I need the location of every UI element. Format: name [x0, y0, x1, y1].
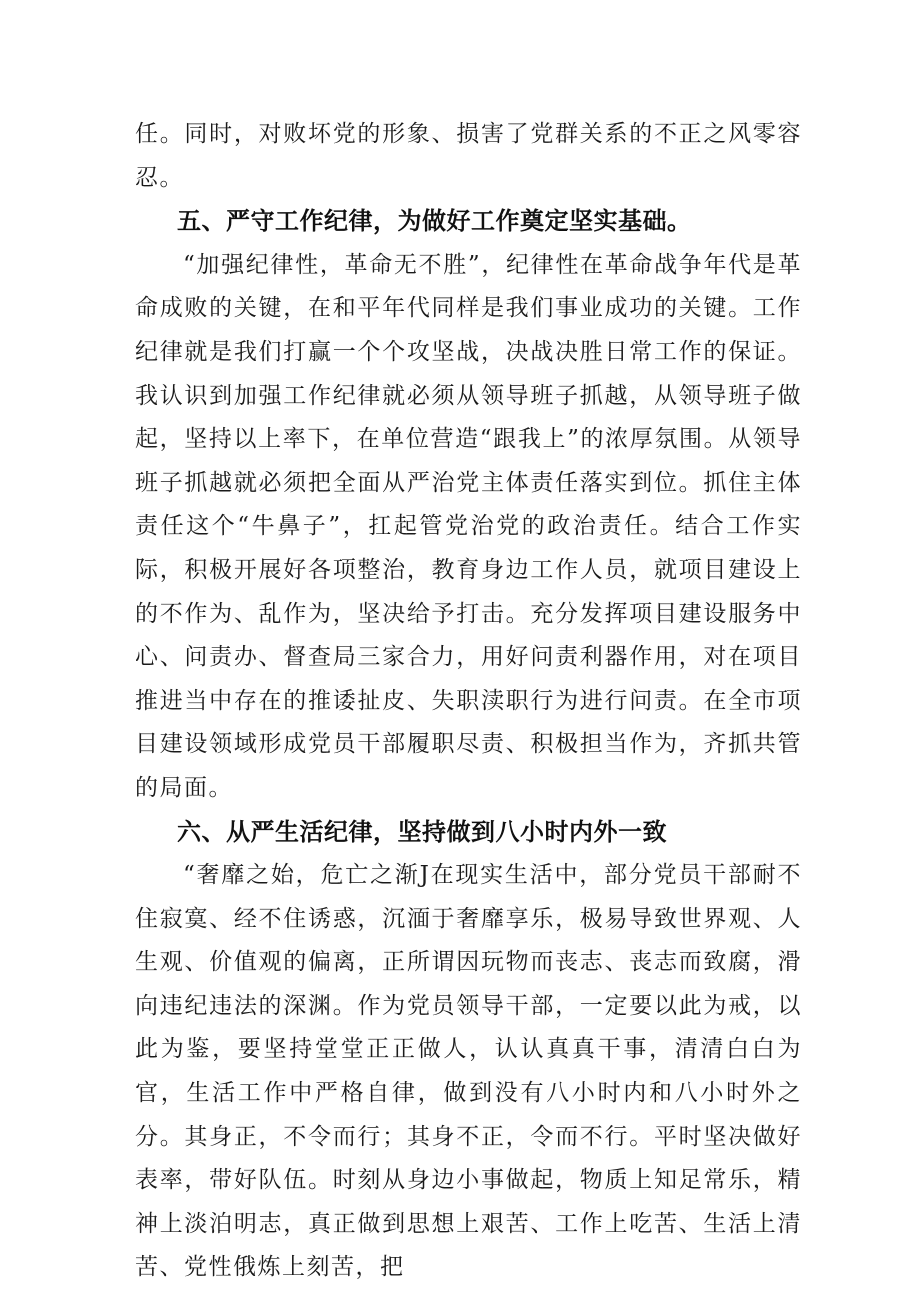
section-six-body: “奢靡之始，危亡之渐J在现实生活中，部分党员干部耐不住寂寞、经不住诱惑，沉湎于奢靡享乐，极易导致世界观、人生观、价值观的偏离，正所谓因玩物而丧志、丧志而致腐，滑向违纪违法的深渊。作为党员领导干部，一定要以此为戒，以此为鉴，要坚持堂堂正正做人，认认真真干事，清清白白为官，生活工作中严格自律，做到没有八小时内和八小时外之分。其身正，不令而行；其身不正，令而不行。平时坚决做好表率，带好队伍。时刻从身边小事做起，物质上知足常乐，精神上淡泊明志，真正做到思想上艰苦、工作上吃苦、生活上清苦、党性俄炼上刻苦，把: [135, 862, 802, 1281]
section-five-body: “加强纪律性，革命无不胜”，纪律性在革命战争年代是革命成败的关键，在和平年代同样是我们事业成功的关键。工作纪律就是我们打赢一个个攻坚战，决战决胜日常工作的保证。我认识到加强工作纪律就必须从领导班子抓越，从领导班子做起，坚持以上率下，在单位营造“跟我上”的浓厚氛围。从领导班子抓越就必须把全面从严治党主体责任落实到位。抓住主体责任这个“牛鼻子”，扛起管党治党的政治责任。结合工作实际，积极开展好各项整治，教育身边工作人员，就项目建设上的不作为、乱作为，坚决给予打击。充分发挥项目建设服务中心、问责办、督查局三家合力，用好问责利器作用，对在项目推进当中存在的推诿扯皮、失职渎职行为进行问责。在全市项目建设领域形成党员干部履职尽责、积极担当作为，齐抓共管的局面。: [135, 251, 802, 801]
continuation-paragraph: 任。同时，对败坏党的形象、损害了党群关系的不正之风零容忍。: [135, 121, 802, 191]
section-six-heading: 六、从严生活纪律，坚持做到八小时内外一致: [177, 817, 667, 846]
section-five-heading: 五、严守工作纪律，为做好工作奠定坚实基础。: [177, 207, 692, 236]
